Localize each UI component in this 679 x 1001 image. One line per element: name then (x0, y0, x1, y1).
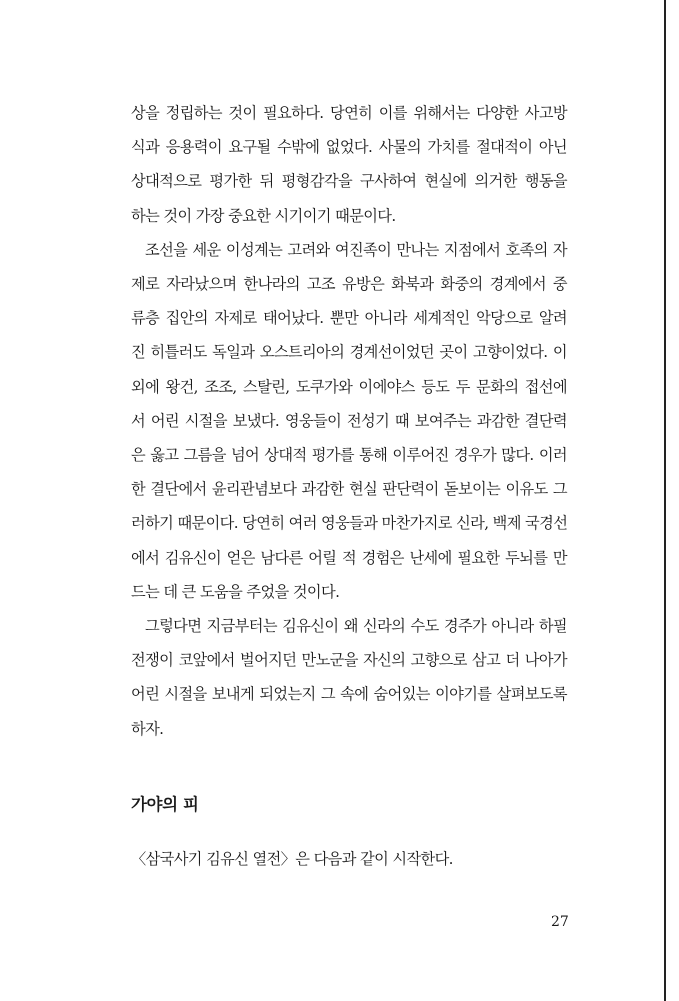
paragraph-1 (131, 96, 567, 233)
text-line: 드는 데 큰 도움을 주었을 것이다. (131, 582, 340, 601)
section-intro-line: 〈삼국사기 김유신 열전〉은 다음과 같이 시작한다. (131, 850, 453, 868)
text-line: 서 어린 시절을 보냈다. 영웅들이 전성기 때 보여주는 과감한 결단력 (131, 411, 567, 430)
text-line: 하는 것이 가장 중요한 시기이기 때문이다. (131, 206, 396, 225)
text-line: 상대적으로 평가한 뒤 평형감각을 구사하여 현실에 의거한 행동을 (131, 172, 567, 191)
text-line: 한 결단에서 윤리관념보다 과감한 현실 판단력이 돋보이는 이유도 그 (131, 480, 567, 499)
text-line: 식과 응용력이 요구될 수밖에 없었다. 사물의 가치를 절대적이 아닌 (131, 138, 567, 157)
text-line: 제로 자라났으며 한나라의 고조 유방은 화북과 화중의 경계에서 중 (131, 275, 567, 294)
paragraph-3 (131, 609, 567, 746)
text-line: 전쟁이 코앞에서 벌어지던 만노군을 자신의 고향으로 삼고 더 나아가 (131, 651, 567, 670)
page-edge-rule (664, 0, 666, 1001)
text-line: 은 옳고 그름을 넘어 상대적 평가를 통해 이루어진 경우가 많다. 이러 (131, 446, 567, 465)
text-line: 류층 집안의 자제로 태어났다. 뿐만 아니라 세계적인 악당으로 알려 (131, 309, 567, 328)
text-line: 조선을 세운 이성계는 고려와 여진족이 만나는 지점에서 호족의 자 (145, 240, 567, 259)
text-line: 어린 시절을 보내게 되었는지 그 속에 숨어있는 이야기를 살펴보도록 (131, 685, 567, 704)
section-heading: 가야의 피 (131, 795, 199, 814)
text-line: 외에 왕건, 조조, 스탈린, 도쿠가와 이에야스 등도 두 문화의 접선에 (131, 377, 567, 396)
text-line: 상을 정립하는 것이 필요하다. 당연히 이를 위해서는 다양한 사고방 (131, 104, 567, 122)
text-line: 하자. (131, 719, 164, 738)
text-line: 러하기 때문이다. 당연히 여러 영웅들과 마찬가지로 신라, 백제 국경선 (131, 514, 568, 533)
text-line: 진 히틀러도 독일과 오스트리아의 경계선이었던 곳이 고향이었다. 이 (131, 343, 567, 362)
text-line: 에서 김유신이 얻은 남다른 어릴 적 경험은 난세에 필요한 두뇌를 만 (131, 548, 567, 567)
paragraph-2 (131, 233, 567, 609)
page-number: 27 (551, 914, 569, 930)
text-line: 그렇다면 지금부터는 김유신이 왜 신라의 수도 경주가 아니라 하필 (145, 617, 567, 636)
body-text (131, 96, 567, 746)
